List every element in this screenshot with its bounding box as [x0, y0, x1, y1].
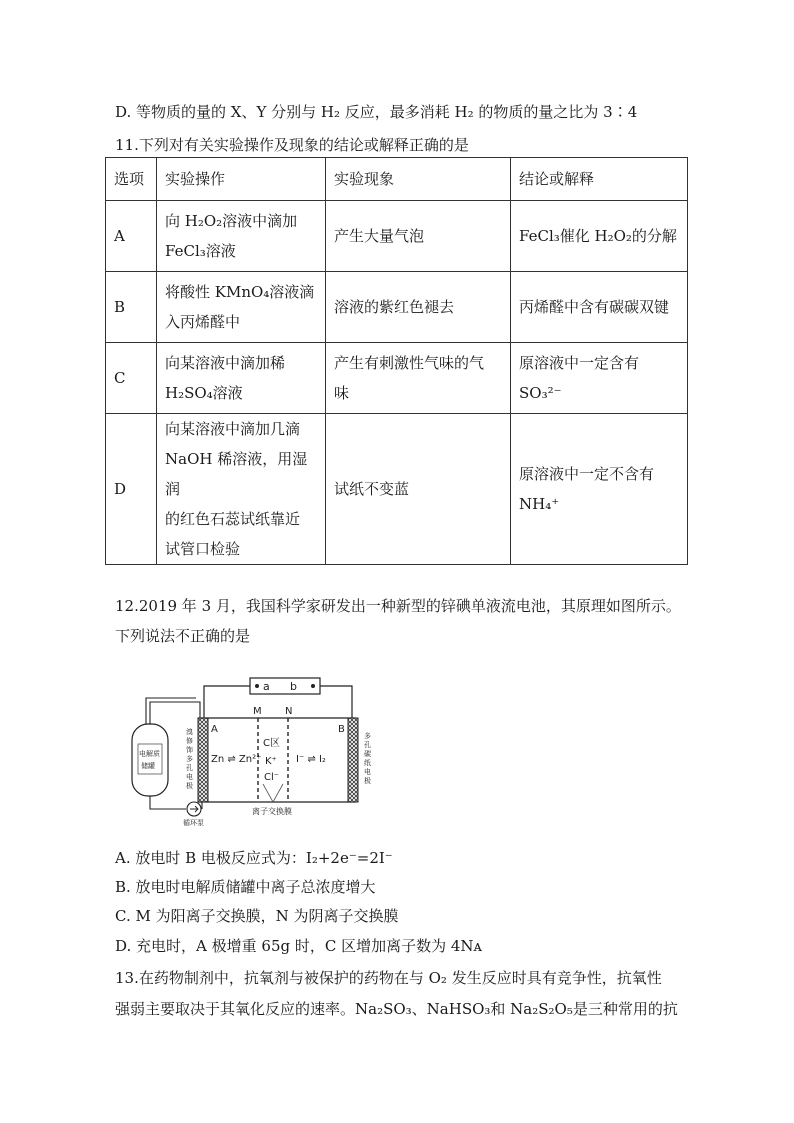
electrode-b — [348, 718, 358, 802]
battery-diagram — [120, 672, 420, 827]
potassium-ion: K⁺ — [265, 756, 277, 767]
zinc-equation: Zn ⇌ Zn²⁺ — [211, 754, 262, 765]
conclusion-line: 原溶液中一定含有 — [519, 354, 640, 372]
row-phenomenon — [326, 272, 511, 343]
iodine-equation: I⁻ ⇌ I₂ — [296, 754, 326, 765]
phenomenon-line: 味 — [334, 384, 350, 402]
table-header-row — [106, 158, 688, 201]
phenomenon-line: 试纸不变蓝 — [334, 480, 410, 498]
membrane-label: 离子交换膜 — [252, 807, 292, 816]
conclusion-line: 原溶液中一定不含有 — [519, 465, 655, 483]
phenomenon-line: 产生有刺激性气味的气 — [334, 354, 485, 372]
left-electrode-label — [186, 727, 193, 790]
electrode-a — [198, 718, 208, 802]
operation-line: 向某溶液中滴加几滴 — [165, 420, 301, 438]
row-conclusion — [511, 272, 688, 343]
operation-line: NaOH 稀溶液，用湿润 — [165, 450, 308, 498]
conclusion-line: SO₃²⁻ — [519, 384, 562, 402]
header-phenomenon: 实验现象 — [326, 158, 511, 201]
svg-text:溴: 溴 — [186, 728, 193, 736]
svg-text:碳: 碳 — [364, 750, 371, 758]
row-conclusion — [511, 343, 688, 414]
pipe-top — [150, 702, 200, 724]
terminal-b: b — [290, 680, 297, 693]
q12-stem-line1: 12.2019 年 3 月，我国科学家研发出一种新型的锌碘单液流电池，其原理如图所示。 — [115, 597, 681, 615]
row-operation — [157, 201, 326, 272]
table-row — [106, 201, 688, 272]
pump-label: 循环泵 — [183, 819, 204, 827]
table-row — [106, 414, 688, 565]
row-operation — [157, 343, 326, 414]
operation-line: H₂SO₄溶液 — [165, 384, 243, 402]
tank-label-line1: 电解质 — [139, 750, 160, 758]
svg-text:多: 多 — [364, 732, 371, 740]
conclusion-line: FeCl₃催化 H₂O₂的分解 — [519, 227, 677, 245]
phenomenon-line: 溶液的紫红色褪去 — [334, 298, 455, 316]
table-row — [106, 343, 688, 414]
row-phenomenon — [326, 201, 511, 272]
svg-text:极: 极 — [364, 777, 371, 785]
row-option: D — [106, 414, 157, 565]
q12-option-b: B. 放电时电解质储罐中离子总浓度增大 — [115, 878, 376, 896]
wire-right — [320, 686, 352, 718]
q12-option-c: C. M 为阳离子交换膜，N 为阴离子交换膜 — [115, 907, 399, 925]
operation-line: 将酸性 KMnO₄溶液滴 — [165, 283, 315, 301]
operation-line: 向某溶液中滴加稀 — [165, 354, 286, 372]
operation-line: 向 H₂O₂溶液中滴加 — [165, 212, 298, 230]
header-option: 选项 — [106, 158, 157, 201]
row-option: A — [106, 201, 157, 272]
q10-option-d: D. 等物质的量的 X、Y 分别与 H₂ 反应，最多消耗 H₂ 的物质的量之比为 3∶4 — [115, 103, 638, 121]
row-option: C — [106, 343, 157, 414]
operation-line: 试管口检验 — [165, 540, 241, 558]
operation-line: 的红色石蕊试纸靠近 — [165, 510, 301, 528]
svg-text:多: 多 — [186, 755, 193, 763]
electrode-a-label: A — [211, 724, 218, 735]
electrode-b-label: B — [338, 724, 345, 735]
chloride-ion: Cl⁻ — [264, 772, 280, 783]
svg-text:孔: 孔 — [364, 741, 371, 749]
row-phenomenon — [326, 414, 511, 565]
wire-left — [204, 686, 250, 718]
q12-option-d: D. 充电时，A 极增重 65g 时，C 区增加离子数为 4Nᴀ — [115, 937, 483, 955]
svg-text:电: 电 — [364, 768, 371, 776]
q11-table — [105, 157, 688, 565]
q12-stem-line2: 下列说法不正确的是 — [115, 627, 251, 645]
svg-text:饰: 饰 — [186, 746, 193, 754]
membrane-pointer — [263, 784, 283, 802]
row-conclusion — [511, 201, 688, 272]
row-conclusion — [511, 414, 688, 565]
membrane-n-label: N — [285, 706, 293, 717]
row-operation — [157, 272, 326, 343]
row-phenomenon — [326, 343, 511, 414]
q13-line1: 13.在药物制剂中，抗氧剂与被保护的药物在与 O₂ 发生反应时具有竞争性，抗氧性 — [115, 969, 662, 987]
terminal-dot — [311, 684, 315, 688]
svg-text:修: 修 — [186, 737, 193, 745]
header-operation: 实验操作 — [157, 158, 326, 201]
external-device — [250, 678, 320, 694]
phenomenon-line: 产生大量气泡 — [334, 227, 425, 245]
header-conclusion: 结论或解释 — [511, 158, 688, 201]
q11-stem: 11.下列对有关实验操作及现象的结论或解释正确的是 — [115, 136, 469, 154]
q12-option-a: A. 放电时 B 电极反应式为：I₂+2e⁻=2I⁻ — [115, 849, 393, 867]
svg-text:极: 极 — [186, 782, 193, 790]
svg-text:电: 电 — [186, 773, 193, 781]
region-c-label: C区 — [263, 738, 280, 749]
svg-text:纸: 纸 — [364, 759, 371, 767]
terminal-a: a — [263, 680, 270, 693]
row-option: B — [106, 272, 157, 343]
pipe-bottom — [150, 796, 186, 809]
table-row — [106, 272, 688, 343]
right-electrode-label — [364, 731, 371, 785]
operation-line: FeCl₃溶液 — [165, 242, 236, 260]
row-operation — [157, 414, 326, 565]
terminal-dot — [255, 684, 259, 688]
conclusion-line: 丙烯醛中含有碳碳双键 — [519, 298, 670, 316]
conclusion-line: NH₄⁺ — [519, 495, 560, 513]
tank-label-line2: 储罐 — [141, 762, 155, 770]
membrane-m-label: M — [253, 706, 262, 717]
operation-line: 入丙烯醛中 — [165, 313, 241, 331]
q13-line2: 强弱主要取决于其氧化反应的速率。Na₂SO₃、NaHSO₃和 Na₂S₂O₅是三种常用的抗 — [115, 1000, 678, 1018]
svg-text:孔: 孔 — [186, 764, 193, 772]
